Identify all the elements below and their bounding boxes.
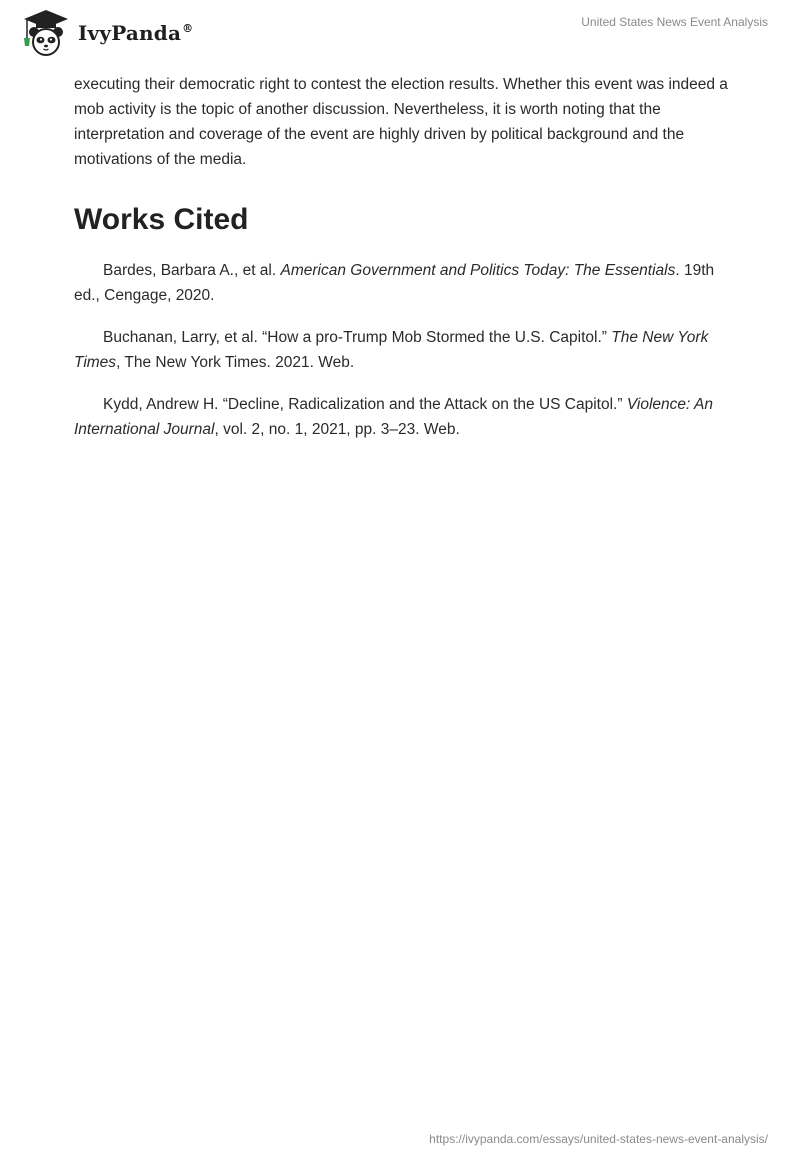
source-url[interactable]: https://ivypanda.com/essays/united-states-news-event-analysis/ — [429, 1132, 768, 1146]
document-body — [74, 72, 728, 459]
works-cited-list — [74, 258, 728, 442]
logo-wordmark: IvyPanda® — [78, 21, 194, 45]
body-paragraph: executing their democratic right to contest the election results. Whether this event was indeed a mob activity is the topic of another discussion. Nevertheless, it is worth noting that the interpretation and coverage of the event are highly driven by political background and the motivations of the media. — [74, 76, 728, 168]
document-title: United States News Event Analysis — [581, 15, 768, 29]
ivypanda-logo[interactable] — [16, 8, 193, 58]
works-cited-heading: Works Cited — [74, 203, 249, 236]
citation-entry: Buchanan, Larry, et al. “How a pro-Trump Mob Stormed the U.S. Capitol.” The New York Times, The New York Times. 2021. Web. — [74, 329, 709, 371]
page-header — [0, 0, 800, 70]
citation-entry: Kydd, Andrew H. “Decline, Radicalization and the Attack on the US Capitol.” Violence: An International Journal, vol. 2, no. 1, 2021, pp. 3–23. Web. — [74, 396, 714, 438]
panda-graduate-icon — [16, 8, 76, 58]
citation-entry: Bardes, Barbara A., et al. American Government and Politics Today: The Essentials. 19th ed., Cengage, 2020. — [74, 262, 715, 304]
